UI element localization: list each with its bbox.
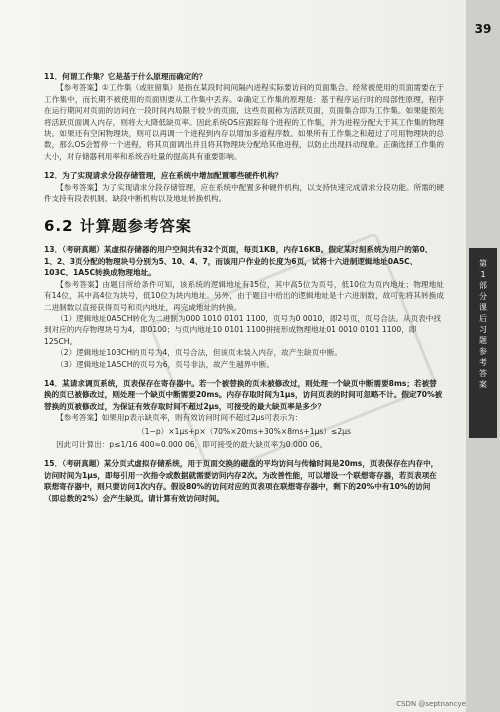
main-content [44, 68, 444, 504]
part-label-tab [469, 248, 497, 438]
answer-13: 【参考答案】由题目所给条件可知，该系统的逻辑地址有15位，其中高5位为页号，低10位为页内地址；物理地址有14位，其中高4位为块号，低10位为块内地址。另外，由于题目中给出的逻辑地址是十六进制数，故可先将其转换成二进制数以直接获得页号和页内地址，再完成地址的转换。 [44, 279, 444, 312]
question-13: 13．（考研真题）某虚拟存储器的用户空间共有32个页面，每页1KB，内存16KB。假定某时刻系统为用户的第0、1、2、3页分配的物理块号分别为5、10、4、7，而该用户作业的长度为6页，试将十六进制逻辑地址0A5C、103C、1A5C转换成物理地址。 [44, 245, 433, 278]
answer-13-item-3: （3）逻辑地址1A5CH的页号为6，页号非法，故产生越界中断。 [56, 359, 274, 369]
result-14: 因此可计算出：p≤1/16 400≈0.000 06，即可接受的最大缺页率为0.000 06。 [56, 439, 328, 449]
answer-11: 【参考答案】①工作集（或驻留集）是指在某段时间间隔内进程实际要访问的页面集合。经常被使用的页面需要在于工作集中，而长期不被使用的页面则要从工作集中丢弃。②确定工作集的原理是：基于程序运行时的局部性原理，程序在运行期间对页面的访问在一段时间内局限于较少的页面，这些页面称为活跃页面，页面集合即为工作集。如果能预先将活跃页面调入内存，则将大大降低缺页率。因此系统OS应跟踪每个进程的工作集，并为进程分配大于其工作集的物理块。如果还有空闲物理块，则可以再调一个进程到内存以增加多道程序数。如果所有工作集之和超过了可用物理块的总数，那么OS会暂停一个进程，将其页面调出并且将其物理块分配给其他进程，以防止出现抖动现象。正确选择工作集的大小，对存储器利用率和系统吞吐量的提高具有重要影响。 [44, 83, 444, 161]
formula-14: （1−p）×1μs+p×（70%×20ms+30%×8ms+1μs）≤2μs [137, 426, 351, 436]
question-12: 12．为了实现请求分段存储管理，应在系统中增加配置哪些硬件机构？ [44, 171, 283, 181]
right-sidebar [466, 0, 500, 712]
answer-13-item-2: （2）逻辑地址103CH的页号为4，页号合法，但该页未装入内存，故产生缺页中断。 [56, 348, 342, 358]
section-heading: 6.2 计算题参考答案 [44, 217, 192, 236]
question-15: 15．（考研真题）某分页式虚拟存储系统，用于页面交换的磁盘的平均访问与传输时间是20ms，页表保存在内存中，访问时间为1μs，即每引用一次指令或数据就需要访问内存2次。为改善性能，可以增设一个联想寄存器，若页表项在联想寄存器中，则只要访问1次内存。假设80%的访问对应的页表项在联想寄存器中，剩下的20%中有10%的访问（即总数的2%）会产生缺页。请计算有效访问时间。 [44, 459, 439, 503]
question-11: 11．何谓工作集？它是基于什么原理而确定的？ [44, 72, 207, 81]
page-number: 39 [474, 22, 492, 36]
question-14: 14．某请求调页系统，页表保存在寄存器中。若一个被替换的页未被修改过，则处理一个缺页中断需要8ms；若被替换的页已被修改过，则处理一个缺页中断需要20ms。内存存取时间为1μs，访问页表的时间可忽略不计。假定70%被替换的页被修改过，为保证有效存取时间不超过2μs，可接受的最大缺页率是多少？ [44, 378, 443, 411]
answer-12: 【参考答案】为了实现请求分段存储管理，应在系统中配置多种硬件机构，以支持快速完成请求分段功能。所需的硬件支持有段表机制、缺段中断机构以及地址转换机构。 [44, 182, 444, 204]
answer-14: 【参考答案】如果用p表示缺页率，则有效访问时间不超过2μs可表示为： [56, 413, 303, 423]
answer-13-item-1: （1）逻辑地址0A5CH转化为二进制为000 1010 0101 1100，页号为0 0010，即2号页，页号合法。从页表中找到对应的内存物理块号为4，即0100；与页内地址10 0101 1100拼接形成物理地址01 0010 0101 1100，即125CH。 [44, 313, 441, 346]
csdn-watermark: CSDN @septnancye [396, 700, 466, 708]
part-label-text: 第1部分 课后习题参考答案 [479, 259, 487, 389]
